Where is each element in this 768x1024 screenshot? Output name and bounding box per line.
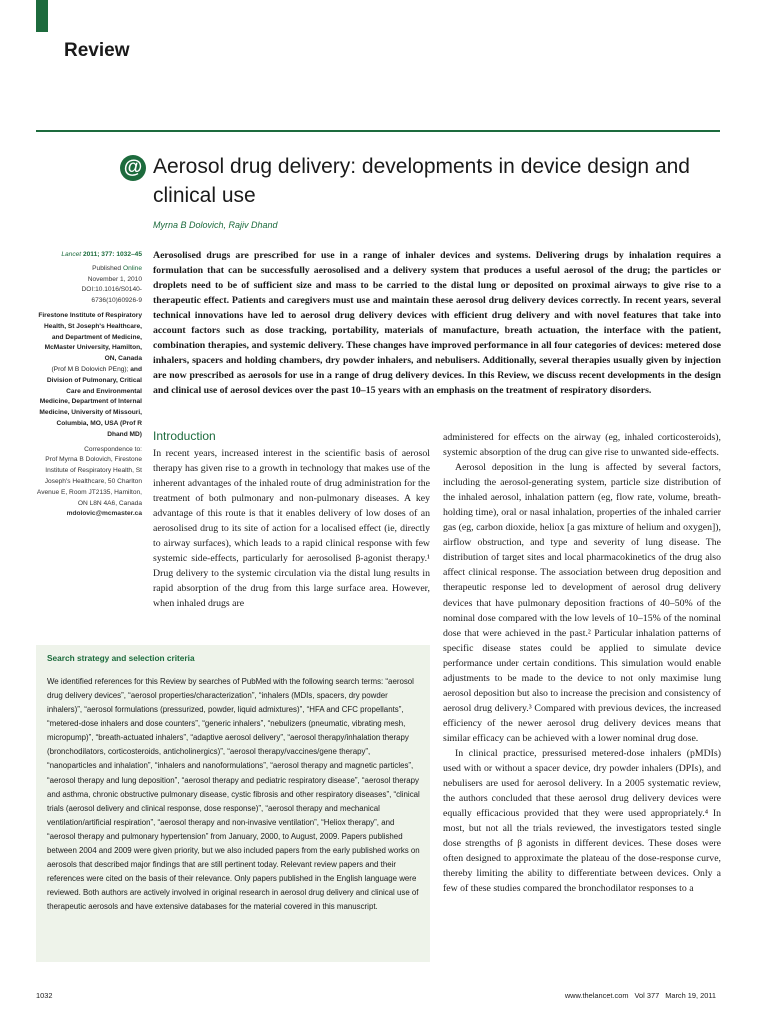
citation-rest: 2011; 377: 1032–45 <box>81 251 142 258</box>
affiliation-and: and <box>128 365 142 373</box>
published-info <box>36 264 142 307</box>
footer-site[interactable]: www.thelancet.com <box>564 991 629 1000</box>
published-date: November 1, 2010 <box>87 275 142 283</box>
published-prefix: Published <box>92 264 123 272</box>
search-strategy-heading: Search strategy and selection criteria <box>47 653 195 663</box>
correspondence <box>36 445 142 521</box>
affiliation-2-person: (Prof R Dhand MD) <box>107 419 142 438</box>
citation-journal: Lancet <box>61 251 82 258</box>
sidebar <box>36 250 142 524</box>
page-number: 1032 <box>36 991 53 1000</box>
search-strategy-text: We identified references for this Review by searches of PubMed with the following search terms: “aerosol drug delivery devices”, “aerosol properties/characterization”, “inhalers (MDIs, spacers, dry powder inhalers)”, “aerosol formulations (pressurized, powder, liquid admixtures)”, “HFA and CFC propellants”, “metered-dose inhalers and dose counters”, “generic inhalers”, “nebulizers (pneumatic, vibrating mesh, micropump)”, “breath-actuated inhalers”, “adaptive aerosol delivery”, “aerosol therapy/inhalation therapy (bronchodilators, corticosteroids, anticholinergics)”, “aerosol therapy/vaccines/gene therapy”, “nanoparticles and inhalation”, “inhalers and nanoformulations”, “aerosol therapy and magnetic particles”, “aerosol therapy and lung deposition”, “aerosol therapy and pediatric respiratory disease”, “aerosol therapy and asthma, chronic obstructive pulmonary disease, cystic fibrosis and other respiratory diseases”, “clinical trials (aerosol delivery and clinical response, dose response)”, “aerosol therapy and mechanical ventilation/artificial respiration”, “aerosol therapy and non-invasive ventilation”, “Heliox therapy”, and “aerosol therapy and pulmonary hypertension” from January, 2000, to August, 2009. Papers published between 2004 and 2009 were given priority, but we also included papers from the early published works on aerosols that described major findings that are still pertinent today. Relevant review papers and their references were cited on the basis of their relevance. Only papers published in the English language were reviewed. Both authors are actively involved in original research in aerosol drug delivery and clinical use of therapeutic aerosols and have extensive databases for the material covered in this manuscript. <box>47 677 420 912</box>
correspondence-label: Correspondence to: <box>84 445 142 453</box>
abstract: Aerosolised drugs are prescribed for use in a range of inhaler devices and systems. Delivering drugs by inhalation requires a formulation that can be successfully aerosolised and a delivery system that produces a useful aerosol of the drug; the particles or droplets need to be of sufficient size and mass to be carried to the distal lung or deposited on proximal airways to give rise to a therapeutic effect. Patients and caregivers must use and maintain these aerosol drug delivery devices correctly. In recent years, several technical innovations have led to aerosol drug delivery devices with efficient drug delivery and with novel features that take into account factors such as dose tracking, portability, materials of manufacture, breath actuation, the interface with the patient, combination therapies, and systemic delivery. These changes have improved performance in all four categories of devices: metered dose inhalers, spacers and holding chambers, dry powder inhalers, and nebulisers. Additionally, several therapies usually given by injection are now prescribed as aerosols for use in a range of drug delivery devices. In this Review, we discuss recent developments in the design and clinical use of aerosol devices over the past 10–15 years with an emphasis on the treatment of respiratory disorders. <box>153 250 721 397</box>
footer-date: March 19, 2011 <box>665 991 716 1000</box>
article-title: Aerosol drug delivery: developments in device design and clinical use <box>153 155 690 207</box>
affiliation-1-person: (Prof M B Dolovich PEng); <box>51 365 129 373</box>
online-first-icon: @ <box>120 155 146 181</box>
doi: DOI:10.1016/S0140-6736(10)60926-9 <box>81 286 142 305</box>
published-online-link[interactable]: Online <box>122 264 142 272</box>
body-paragraph: Aerosol deposition in the lung is affected by several factors, including the aerosol-generating system, particle size distribution of the inhaled aerosol, inhalation pattern (eg, flow rate, volume, breath-holding time), oral or nasal inhalation, properties of the inhaled carrier gas (eg, carbon dioxide, heliox [a gas mixture of helium and oxygen]), airflow obstruction, and type and severity of lung disease. The distribution of target sites and local pharmacokinetics of the drug also affect clinical response. The association between drug deposition and therapeutic response led to development of aerosol drug delivery devices that have pulmonary deposition fractions of 40–50% of the nominal dose compared with the low levels of 10–15% of the nominal dose that were achieved in the past.² Particular inhalation patterns of specific disease states could be applied to simulate device performance under certain conditions. This simulation would enable adjustments to be made to the device to not only maximise lung aerosol deposition but also to increase the precision and consistency of aerosol drug delivery.³ Compared with previous devices, the increased efficiency of the newer aerosol drug delivery devices means that similar efficacy can be achieved with a lower nominal drug dose. <box>443 462 721 744</box>
correspondence-address: Prof Myrna B Dolovich, Firestone Institute of Respiratory Health, St Joseph's Healthcare, 50 Charlton Avenue E, Room JT2135, Hamilton, ON L8N 4A6, Canada <box>36 456 142 507</box>
footer-info <box>559 991 716 1000</box>
citation <box>36 250 142 261</box>
correspondence-email[interactable]: mdolovic@mcmaster.ca <box>66 510 142 518</box>
section-label: Review <box>64 40 130 61</box>
affiliation-1: Firestone Institute of Respiratory Health, St Joseph's Healthcare, and Department of Medicine, McMaster University, Hamilton, ON, Canada <box>38 311 142 363</box>
affiliations <box>36 311 142 441</box>
body-column-2 <box>443 430 721 896</box>
introduction-heading: Introduction <box>153 429 216 443</box>
body-column-1: In recent years, increased interest in the scientific basis of aerosol therapy has given rise to a growth in technology that makes use of the inherent advantages of the inhaled route of drug administration for the treatment of both pulmonary and non-pulmonary diseases. A key advantage of this route is that it enables delivery of low doses of an aerosolised drug to its site of action for a localised effect (ie, directly to airway surfaces), which leads to a rapid clinical response with few systemic side-effects, particularly for aerosolised β-agonist therapy.¹ Drug delivery to the systemic circulation via the distal lung results in rapid absorption of the drug from this large surface area. However, when inhaled drugs are <box>153 448 430 610</box>
affiliation-2: Division of Pulmonary, Critical Care and Environmental Medicine, Department of Internal Medicine, University of Missouri, Columbia, MO, USA <box>39 376 142 427</box>
body-paragraph: In clinical practice, pressurised metered-dose inhalers (pMDIs) used with or without a spacer device, dry powder inhalers (DPIs), and nebulisers are used for aerosol delivery. In a 2005 systematic review, the authors concluded that these aerosol drug delivery devices were equally efficacious provided that they were used appropriately.⁴ In most, but not all the trials reviewed, the investigators tested single dose strengths of β agonists in different devices. These doses were often designed to approximate the plateau of the dose-response curve, thereby limiting the ability to differentiate between devices. Only a few of these studies compared the bronchodilator responses to a <box>443 747 721 895</box>
footer-volume: Vol 377 <box>634 991 660 1000</box>
article-authors: Myrna B Dolovich, Rajiv Dhand <box>153 220 278 230</box>
section-color-bar <box>36 0 48 32</box>
body-paragraph: administered for effects on the airway (eg, inhaled corticosteroids), systemic absorption of the drug can give rise to unwanted side-effects. <box>443 432 721 459</box>
header-rule <box>36 130 720 132</box>
